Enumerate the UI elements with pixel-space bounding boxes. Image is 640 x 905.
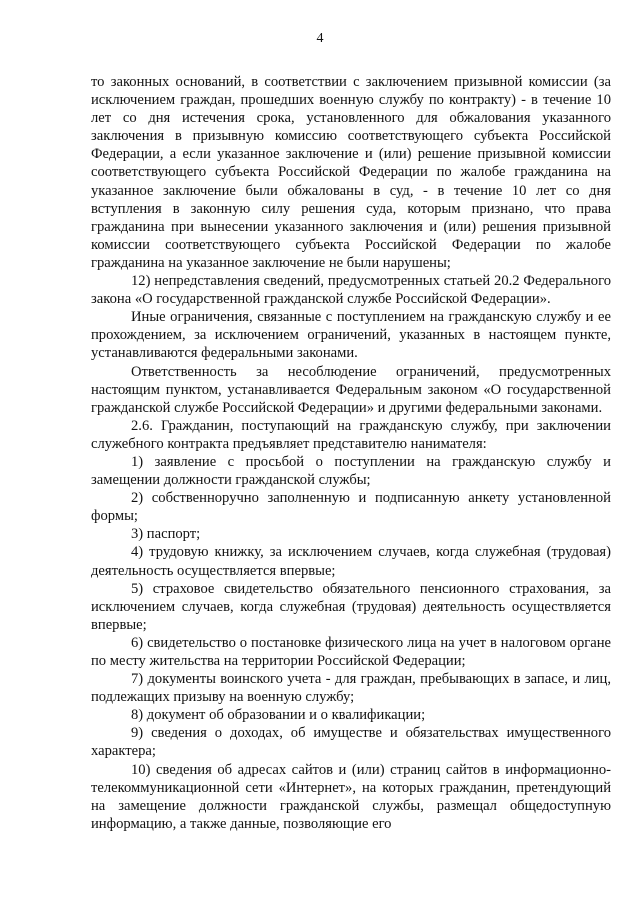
paragraph-other-restrictions: Иные ограничения, связанные с поступлением на гражданскую службу и ее прохождением, за исключением ограничений, указанных в настоящем пункте, устанавливаются федеральными законами. [91, 309, 611, 362]
list-item-5: 5) страховое свидетельство обязательного пенсионного страхования, за исключением случаев, когда служебная (трудовая) деятельность осуществляется впервые; [91, 580, 611, 633]
paragraph-section-2-6: 2.6. Гражданин, поступающий на гражданскую службу, при заключении служебного контракта предъявляет представителю нанимателя: [91, 417, 611, 452]
list-item-4: 4) трудовую книжку, за исключением случаев, когда служебная (трудовая) деятельность осуществляется впервые; [91, 544, 611, 579]
paragraph-responsibility: Ответственность за несоблюдение ограничений, предусмотренных настоящим пунктом, устанавливается Федеральным законом «О государственной гражданской службе Российской Федерации» и другими федеральными законами. [91, 363, 611, 416]
list-item-9: 9) сведения о доходах, об имуществе и обязательствах имущественного характера; [91, 725, 611, 760]
list-item-10: 10) сведения об адресах сайтов и (или) страниц сайтов в информационно-телекоммуникационной сети «Интернет», на которых гражданин, претендующий на замещение должности гражданской службы, размещал общедоступную информацию, а также данные, позволяющие его [91, 761, 611, 832]
list-item-1: 1) заявление с просьбой о поступлении на гражданскую службу и замещении должности гражданской службы; [91, 453, 611, 489]
paragraph-continuation: то законных оснований, в соответствии с заключением призывной комиссии (за исключением граждан, прошедших военную службу по контракту) - в течение 10 лет со дня истечения срока, установленного для обжалования указанного заключения в призывную комиссию соответствующего субъекта Российской Федерации, а если указанное заключение и (или) решение призывной комиссии соответствующего субъекта Российской Федерации по жалобе гражданина на указанное заключение были обжалованы в суд, - в течение 10 лет со дня вступления в законную силу решения суда, которым признано, что права гражданина при вынесении указанного заключения и (или) решения призывной комиссии соответствующего субъекта Российской Федерации по жалобе гражданина на указанное заключение не были нарушены; [91, 74, 611, 271]
list-item-8: 8) документ об образовании и о квалификации; [131, 707, 426, 724]
list-item-7: 7) документы воинского учета - для граждан, пребывающих в запасе, и лиц, подлежащих призыву на военную службу; [91, 671, 611, 706]
page-number: 4 [316, 31, 324, 46]
list-item-3: 3) паспорт; [131, 526, 201, 543]
list-item-6: 6) свидетельство о постановке физического лица на учет в налоговом органе по месту жительства на территории Российской Федерации; [91, 634, 611, 669]
paragraph-item-12: 12) непредставления сведений, предусмотренных статьей 20.2 Федерального закона «О государственной гражданской службе Российской Федерации». [91, 273, 611, 308]
document-body [91, 73, 611, 833]
list-item-2: 2) собственноручно заполненную и подписанную анкету установленной формы; [91, 490, 611, 525]
